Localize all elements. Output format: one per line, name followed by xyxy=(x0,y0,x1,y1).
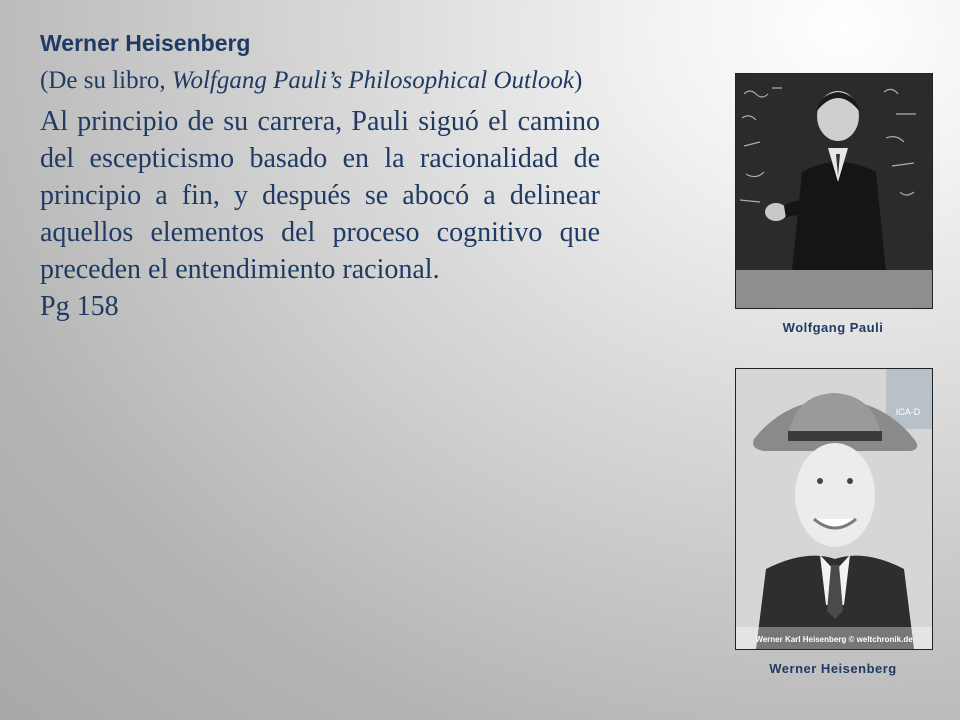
source-suffix: ) xyxy=(574,67,583,94)
author-heading: Werner Heisenberg xyxy=(40,30,251,56)
heisenberg-photo xyxy=(735,368,933,650)
pauli-photo xyxy=(735,73,933,309)
watermark-top: ICA-D xyxy=(895,407,921,417)
heisenberg-caption: Werner Heisenberg xyxy=(769,661,897,676)
pauli-portrait-icon xyxy=(736,74,932,308)
source-prefix: (De su libro, xyxy=(40,67,172,94)
slide-text-block xyxy=(40,30,600,325)
source-line xyxy=(40,65,600,97)
pauli-caption: Wolfgang Pauli xyxy=(782,320,884,335)
book-title: Wolfgang Pauli’s Philosophical Outlook xyxy=(171,67,575,94)
quote-paragraph: Al principio de su carrera, Pauli siguó el camino del escepticismo basado en la racionalidad de principio a fin, y después se abocó a delinear aquellos elementos del proceso cognitivo que preceden el entendimiento racional. xyxy=(40,106,600,285)
page-reference: Pg 158 xyxy=(40,291,119,322)
watermark-bottom: Werner Karl Heisenberg © weltchronik.de xyxy=(755,635,913,644)
heisenberg-portrait-icon xyxy=(736,369,932,649)
